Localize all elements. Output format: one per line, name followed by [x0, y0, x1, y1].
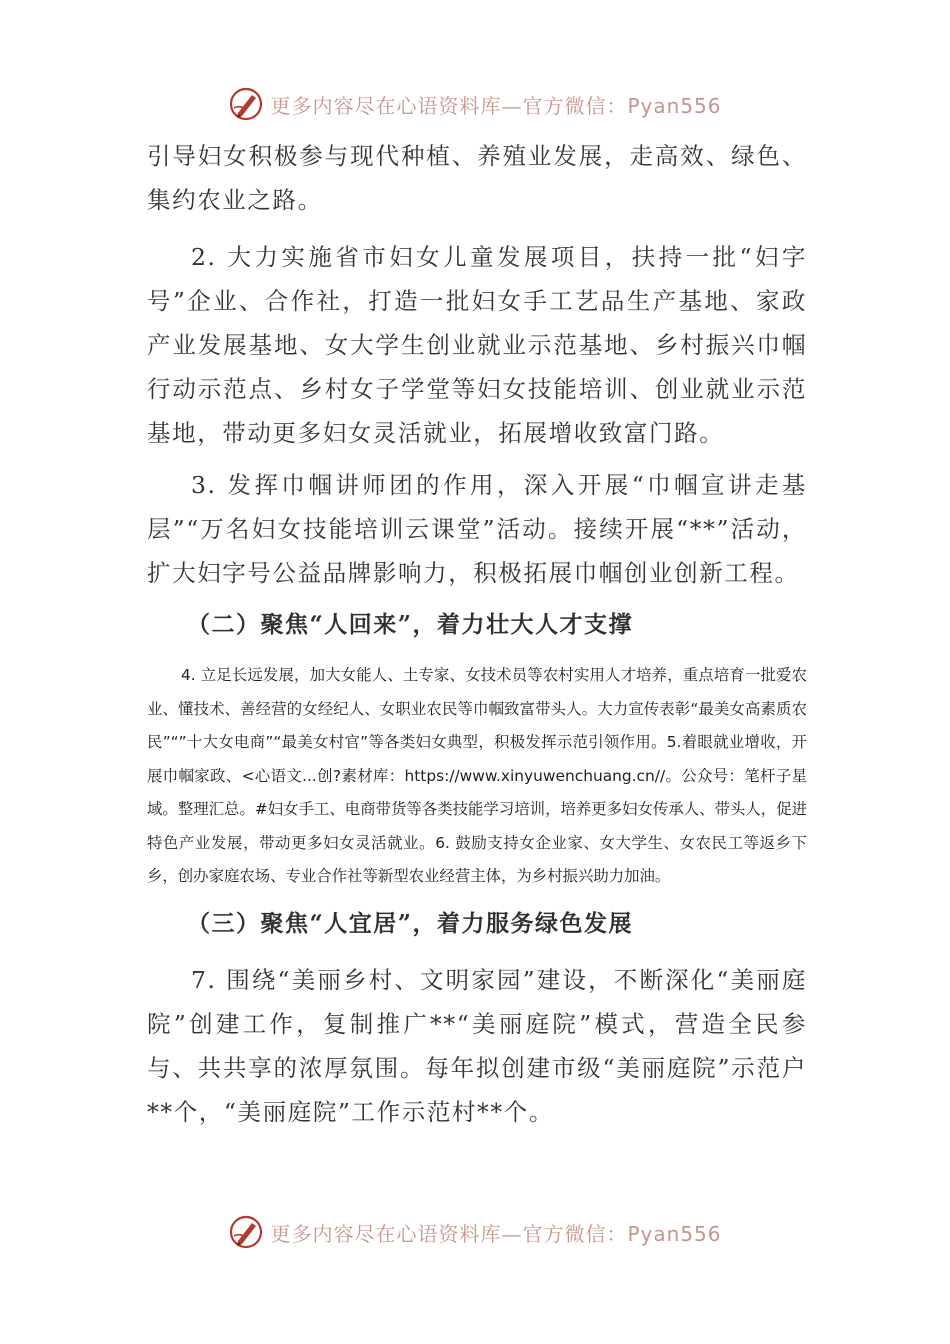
banner-wechat-id: Pyan556: [627, 1221, 722, 1246]
banner-text: 更多内容尽在心语资料库—官方微信：: [270, 93, 628, 118]
paragraph-items-4-6: 4. 立足长远发展，加大女能人、土专家、女技术员等农村实用人才培养，重点培育一批爱农业、懂技术、善经营的女经纪人、女职业农民等巾帼致富带头人。大力宣传表彰“最美女高素质农民”“”十大女电商”“最美女村官”等各类妇女典型，积极发挥示范引领作用。5.着眼就业增收，开展巾帼家政、<心语文...创?素材库：https://www.xinyuwenchuang.cn//。公众号：笔杆子星域。整理汇总。#妇女手工、电商带货等各类技能学习培训，培养更多妇女传承人、带头人，促进特色产业发展，带动更多妇女灵活就业。6. 鼓励支持女企业家、女大学生、女农民工等返乡下乡，创办家庭农场、专业合作社等新型农业经营主体，为乡村振兴助力加油。: [147, 666, 807, 885]
paragraph-item-2: 2. 大力实施省市妇女儿童发展项目，扶持一批“妇字号”企业、合作社，打造一批妇女手工艺品生产基地、家政产业发展基地、女大学生创业就业示范基地、乡村振兴巾帼行动示范点、乡村女子学堂等妇女技能培训、创业就业示范基地，带动更多妇女灵活就业，拓展增收致富门路。: [147, 243, 807, 447]
footer-watermark-banner: [0, 1210, 950, 1254]
paragraph-item-3: 3. 发挥巾帼讲师团的作用，深入开展“巾帼宣讲走基层”“万名妇女技能培训云课堂”活动。接续开展“**”活动，扩大妇字号公益品牌影响力，积极拓展巾帼创业创新工程。: [147, 471, 807, 587]
paragraph-continued: 引导妇女积极参与现代种植、养殖业发展，走高效、绿色、集约农业之路。: [147, 142, 807, 214]
section-heading-2: （二）聚焦“人回来”，着力壮大人才支撑: [187, 611, 633, 638]
paragraph-item-7: 7. 围绕“美丽乡村、文明家园”建设，不断深化“美丽庭院”创建工作，复制推广**“美丽庭院”模式，营造全民参与、共共享的浓厚氛围。每年拟创建市级“美丽庭院”示范户**个，“美丽庭院”工作示范村**个。: [147, 965, 807, 1126]
pen-circle-logo-icon: [228, 86, 264, 122]
header-watermark-banner: [0, 82, 950, 126]
document-body: [147, 134, 807, 1142]
banner-text: 更多内容尽在心语资料库—官方微信：: [270, 1221, 628, 1246]
section-heading-3: （三）聚焦“人宜居”，着力服务绿色发展: [187, 909, 633, 937]
banner-wechat-id: Pyan556: [627, 93, 722, 118]
pen-circle-logo-icon: [228, 1214, 264, 1250]
